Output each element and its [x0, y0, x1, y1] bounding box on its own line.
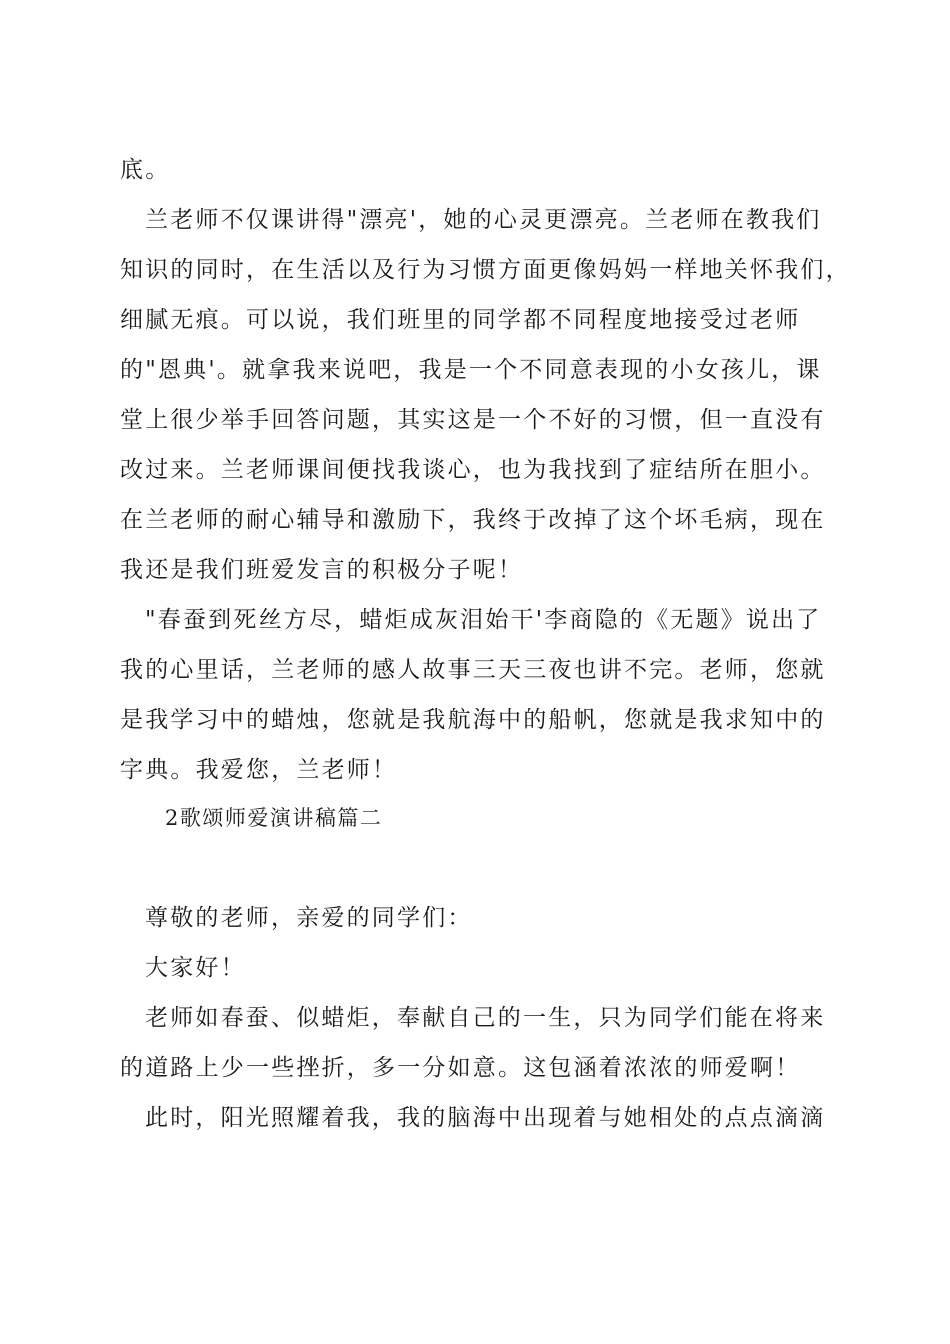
text-line: 是我学习中的蜡烛，您就是我航海中的船帆，您就是我求知中的	[120, 707, 826, 733]
salutation: 尊敬的老师，亲爱的同学们：	[145, 905, 473, 931]
section-heading: 2歌颂师爱演讲稿篇二	[165, 806, 383, 830]
text-line: 我还是我们班爱发言的积极分子呢！	[120, 557, 524, 583]
text-line: 知识的同时，在生活以及行为习惯方面更像妈妈一样地关怀我们，	[120, 257, 851, 283]
text-line: 改过来。兰老师课间便找我谈心，也为我找到了症结所在胆小。	[120, 457, 826, 483]
text-line: 在兰老师的耐心辅导和激励下，我终于改掉了这个坏毛病，现在	[120, 507, 826, 533]
text-line: 的"恩典'。就拿我来说吧，我是一个不同意表现的小女孩儿，课	[120, 357, 822, 383]
text-line: 堂上很少举手回答问题，其实这是一个不好的习惯，但一直没有	[120, 407, 826, 433]
text-line: 我的心里话，兰老师的感人故事三天三夜也讲不完。老师，您就	[120, 657, 826, 683]
paragraph-start: 兰老师不仅课讲得"漂亮'，她的心灵更漂亮。兰老师在教我们	[145, 207, 822, 233]
text-line: 的道路上少一些挫折，多一分如意。这包涵着浓浓的师爱啊！	[120, 1055, 801, 1081]
greeting: 大家好！	[145, 955, 246, 981]
paragraph-start: "春蚕到死丝方尽，蜡炬成灰泪始干'李商隐的《无题》说出了	[145, 607, 822, 633]
paragraph-start: 老师如春蚕、似蜡炬，奉献自己的一生，只为同学们能在将来	[145, 1005, 826, 1031]
text-line: 细腻无痕。可以说，我们班里的同学都不同程度地接受过老师	[120, 307, 801, 333]
paragraph-start: 此时，阳光照耀着我，我的脑海中出现着与她相处的点点滴滴	[145, 1105, 826, 1131]
text-line: 字典。我爱您，兰老师！	[120, 757, 398, 783]
text-line: 底。	[120, 157, 171, 183]
